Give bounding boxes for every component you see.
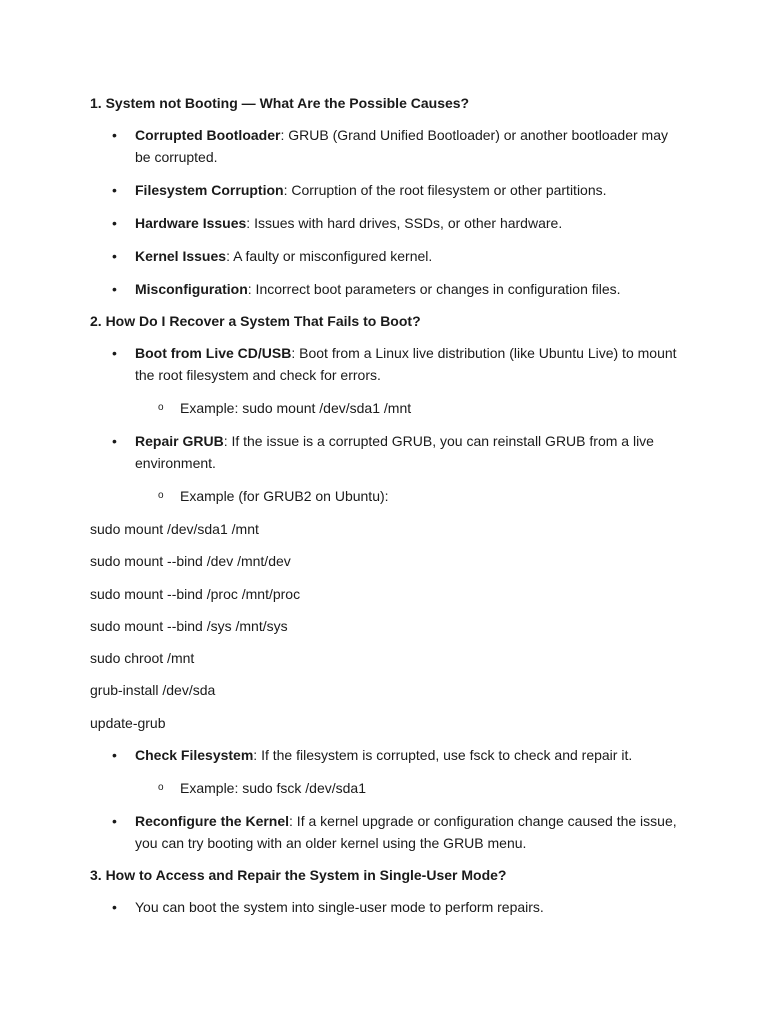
item-term: Repair GRUB — [135, 433, 224, 449]
list-item — [90, 744, 680, 799]
bullet-list — [90, 744, 680, 854]
list-item — [90, 342, 680, 419]
item-term: Check Filesystem — [135, 747, 254, 764]
item-text: : A faulty or misconfigured kernel. — [226, 248, 433, 264]
item-term: Corrupted Bootloader — [135, 127, 281, 143]
item-text: : If the filesystem is corrupted, use fsck to check and repair it. — [253, 747, 633, 764]
code-line: sudo mount --bind /sys /mnt/sys — [90, 617, 288, 634]
item-term: Kernel Issues — [135, 248, 227, 264]
sub-list-item: o Example: sudo mount /dev/sda1 /mnt — [135, 397, 680, 419]
list-item — [90, 245, 680, 267]
item-text: You can boot the system into single-user mode to perform repairs. — [135, 899, 544, 916]
item-text: : Issues with hard drives, SSDs, or other hardware. — [246, 215, 563, 231]
list-item — [90, 212, 680, 234]
item-text: : If a kernel upgrade or configuration change caused the issue, you can try booting with an older kernel using the GRUB menu. — [135, 813, 677, 852]
code-line: sudo mount /dev/sda1 /mnt — [90, 521, 259, 537]
sub-list — [135, 397, 680, 419]
bullet-list — [90, 124, 680, 300]
item-text: : If the issue is a corrupted GRUB, you can reinstall GRUB from a live environment. — [135, 433, 654, 471]
sub-list-item: o Example: sudo fsck /dev/sda1 — [135, 777, 680, 799]
sub-list-item: o Example (for GRUB2 on Ubuntu): — [135, 485, 680, 507]
code-line: sudo mount --bind /proc /mnt/proc — [90, 585, 301, 602]
section-heading: 2. How Do I Recover a System That Fails to Boot? — [90, 313, 421, 329]
item-text: : Incorrect boot parameters or changes in configuration files. — [247, 281, 621, 297]
list-item — [90, 278, 680, 300]
bullet-list — [90, 342, 680, 507]
sub-list — [135, 777, 680, 799]
code-line: sudo mount --bind /dev /mnt/dev — [90, 553, 291, 570]
item-text: : GRUB (Grand Unified Bootloader) or another bootloader may be corrupted. — [135, 127, 668, 165]
item-term: Misconfiguration — [135, 281, 248, 297]
item-term: Reconfigure the Kernel — [135, 813, 290, 830]
bullet-list — [90, 896, 680, 918]
list-item — [90, 810, 680, 854]
list-item — [90, 896, 680, 918]
item-text: : Corruption of the root filesystem or other partitions. — [283, 182, 607, 198]
list-item — [90, 179, 680, 201]
code-line: grub-install /dev/sda — [90, 682, 216, 699]
list-item — [90, 124, 680, 168]
section-heading: 3. How to Access and Repair the System in Single-User Mode? — [90, 867, 507, 884]
item-term: Boot from Live CD/USB — [135, 345, 292, 361]
section-heading: 1. System not Booting — What Are the Possible Causes? — [90, 95, 470, 111]
item-term: Filesystem Corruption — [135, 182, 284, 198]
sub-list — [135, 485, 680, 507]
item-term: Hardware Issues — [135, 215, 247, 231]
code-line: update-grub — [90, 714, 166, 731]
code-block — [90, 518, 680, 734]
list-item — [90, 430, 680, 507]
code-line: sudo chroot /mnt — [90, 650, 195, 667]
item-text: : Boot from a Linux live distribution (like Ubuntu Live) to mount the root filesystem and check for errors. — [135, 345, 677, 383]
document-page — [90, 93, 680, 929]
